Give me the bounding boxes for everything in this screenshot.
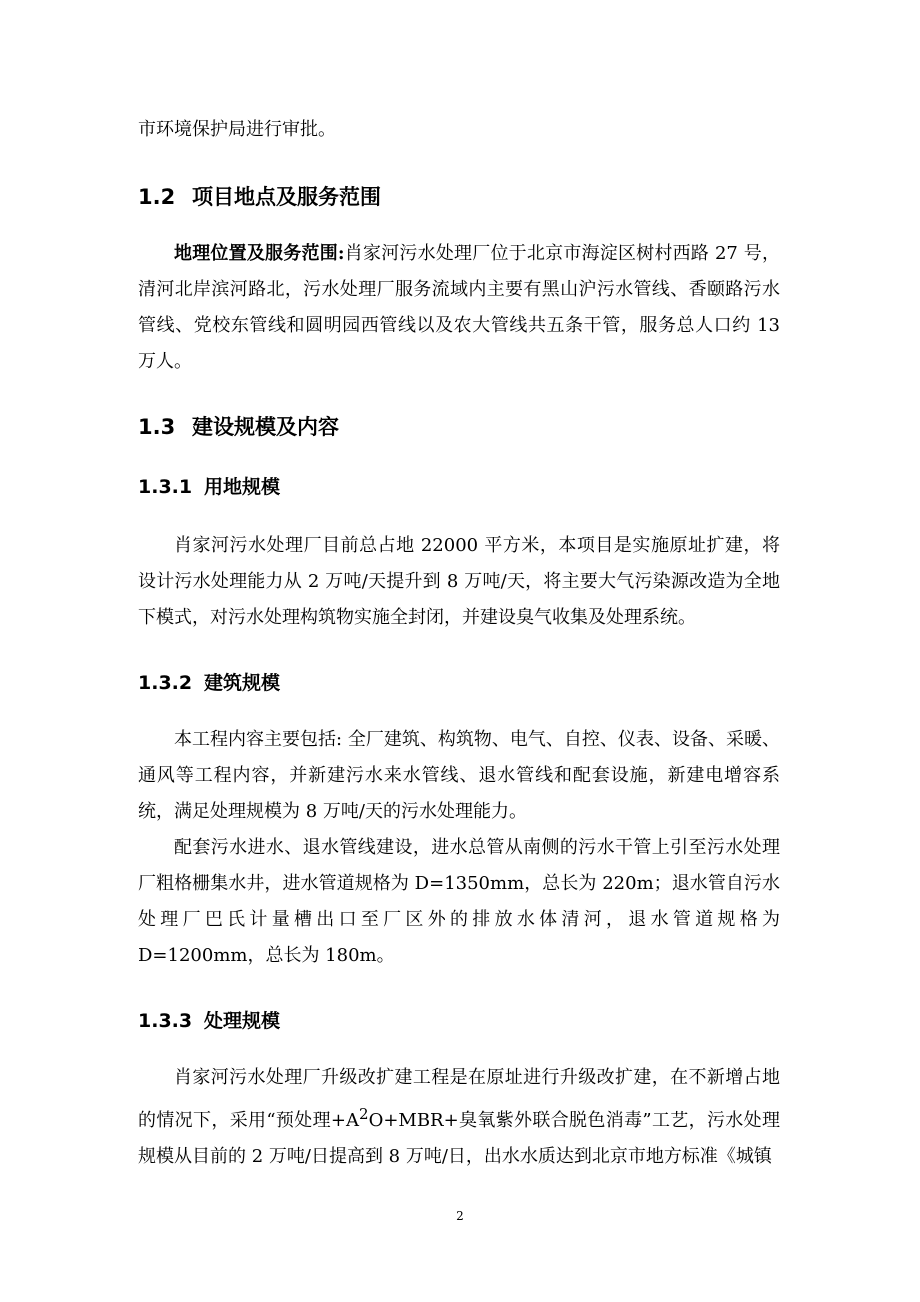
section-title: 建设规模及内容 [192, 415, 339, 439]
paragraph-text: 肖家河污水处理厂升级改扩建工程是在原址进行升级改扩建，在不新增占地的情况下，采用“预处理+A [138, 1067, 780, 1131]
section-number: 1.2 [138, 185, 176, 209]
section-title: 用地规模 [204, 476, 281, 498]
page-number: 2 [456, 1209, 464, 1223]
section-heading-1-3-3 [138, 1006, 780, 1036]
construction-paragraph-2: 配套污水进水、退水管线建设，进水总管从南侧的污水干管上引至污水处理厂粗格栅集水井，进水管道规格为 D=1350mm，总长为 220m；退水管自污水处理厂巴氏计量槽出口至厂区外的排放水体清河，退水管道规格为 D=1200mm，总长为 180m。 [138, 837, 780, 966]
section-heading-1-2 [138, 182, 780, 212]
section-number: 1.3 [138, 415, 176, 439]
section-number: 1.3.1 [138, 476, 193, 498]
construction-paragraph-1: 本工程内容主要包括: 全厂建筑、构筑物、电气、自控、仪表、设备、采暖、通风等工程内容，并新建污水来水管线、退水管线和配套设施，新建电增容系统，满足处理规模为 8 万吨/天的污水处理能力。 [138, 729, 780, 822]
section-heading-1-3 [138, 412, 780, 442]
section-title: 建筑规模 [204, 672, 281, 694]
paragraph-body: 肖家河污水处理厂位于北京市海淀区树村西路 27 号，清河北岸滨河路北，污水处理厂服务流域内主要有黑山沪污水管线、香颐路污水管线、党校东管线和圆明园西管线以及农大管线共五条干管，服务总人口约 13 万人。 [138, 243, 780, 372]
section-number: 1.3.3 [138, 1010, 193, 1032]
paragraph-text: O+MBR+臭氧紫外联合脱色消毒”工艺，污水处理规模从目前的 2 万吨/日提高到 8 万吨/日，出水水质达到北京市地方标准《城镇 [138, 1110, 780, 1167]
page-content [138, 112, 780, 1175]
section-title: 项目地点及服务范围 [192, 185, 381, 209]
capacity-paragraph [138, 1060, 780, 1175]
continuation-paragraph: 市环境保护局进行审批。 [138, 119, 336, 140]
paragraph-lead: 地理位置及服务范围: [174, 243, 345, 264]
section-title: 处理规模 [204, 1010, 281, 1032]
land-use-paragraph: 肖家河污水处理厂目前总占地 22000 平方米，本项目是实施原址扩建，将设计污水处理能力从 2 万吨/天提升到 8 万吨/天，将主要大气污染源改造为全地下模式，对污水处理构筑物实施全封闭，并建设臭气收集及处理系统。 [138, 535, 780, 628]
section-number: 1.3.2 [138, 672, 193, 694]
superscript: 2 [359, 1105, 369, 1123]
location-paragraph [138, 236, 780, 380]
section-heading-1-3-1 [138, 472, 780, 502]
section-heading-1-3-2 [138, 668, 780, 698]
